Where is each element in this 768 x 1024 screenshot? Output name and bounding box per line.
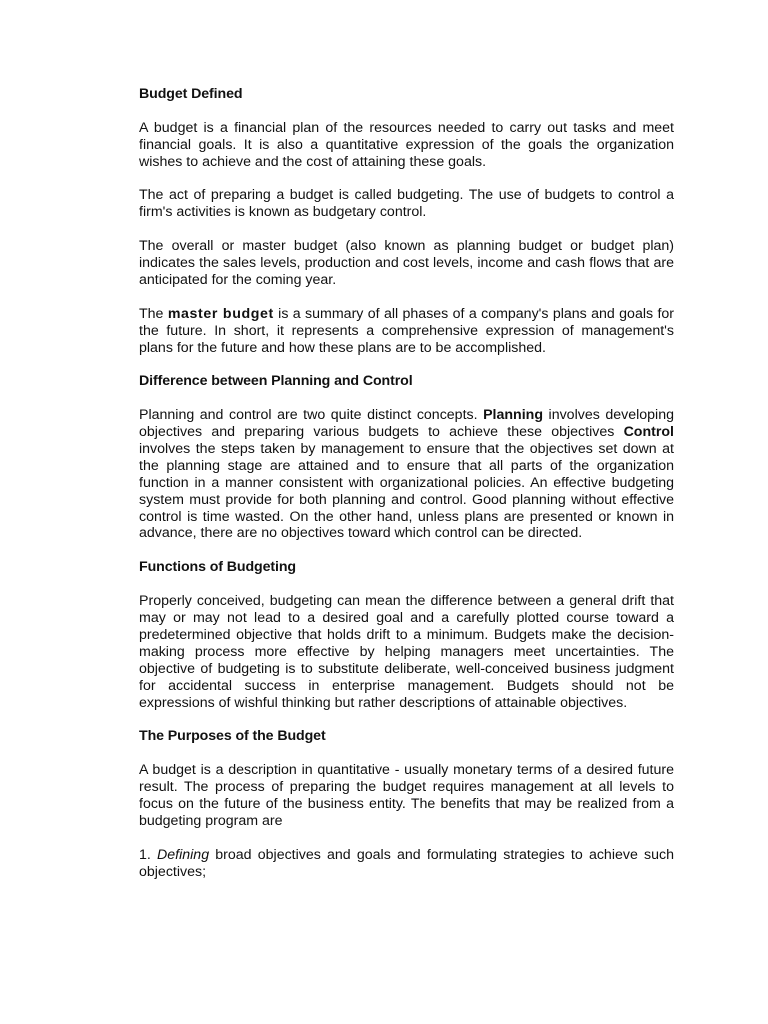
heading-purposes-budget: The Purposes of the Budget [139, 728, 326, 745]
planning-control-mid-text: involves developing objectives and preparing various budgets to achieve these objectives [139, 407, 674, 441]
master-budget-pre-text: The [139, 305, 168, 322]
paragraph-purposes-budget: A budget is a description in quantitative - usually monetary terms of a desired future result. The process of preparing the budget requires management at all levels to focus on the future of the business entity. The benefits that may be realized from a budgeting program are [139, 762, 674, 829]
paragraph-budgeting-act: The act of preparing a budget is called budgeting. The use of budgets to control a firm's activities is known as budgetary control. [139, 187, 674, 221]
list-item-defining [139, 847, 674, 881]
document-page [139, 86, 674, 897]
paragraph-master-budget-overview: The overall or master budget (also known as planning budget or budget plan) indicates the sales levels, production and cost levels, income and cash flows that are anticipated for the coming year. [139, 238, 674, 288]
list-item-number: 1. [139, 846, 158, 863]
paragraph-planning-control [139, 407, 674, 542]
master-budget-term: master budget [167, 305, 274, 322]
heading-budget-defined: Budget Defined [139, 86, 243, 102]
list-item-text: broad objectives and goals and formulating strategies to achieve such objectives; [139, 846, 674, 880]
planning-term: Planning [483, 407, 543, 424]
control-term: Control [623, 424, 674, 441]
planning-control-pre-text: Planning and control are two quite distinct concepts. [139, 407, 484, 424]
heading-functions-budgeting: Functions of Budgeting [139, 559, 296, 576]
master-budget-post-text: is a summary of all phases of a company's plans and goals for the future. In short, it represents a comprehensive expression of management's plans for the future and how these plans are to be accomplished. [139, 305, 675, 356]
paragraph-functions-budgeting: Properly conceived, budgeting can mean the difference between a general drift that may or may not lead to a desired goal and a carefully plotted course toward a predetermined objective that holds drift to a minimum. Budgets make the decision-making process more effective by helping managers meet uncertainties. The objective of budgeting is to substitute deliberate, well-conceived business judgment for accidental success in enterprise management. Budgets should not be expressions of wishful thinking but rather descriptions of attainable objectives. [139, 593, 674, 711]
defining-term: Defining [157, 846, 210, 863]
paragraph-master-budget-summary [139, 306, 674, 357]
heading-planning-control: Difference between Planning and Control [139, 373, 413, 390]
planning-control-post-text: involves the steps taken by management to ensure that the objectives set down at the planning stage are attained and to ensure that all parts of the organization function in a manner consistent with organizational policies. An effective budgeting system must provide for both planning and control. Good planning without effective control is time wasted. On the other hand, unless plans are presented or known in advance, there are no objectives toward which control can be directed. [139, 440, 674, 542]
paragraph-budget-definition: A budget is a financial plan of the resources needed to carry out tasks and meet financial goals. It is also a quantitative expression of the goals the organization wishes to achieve and the cost of attaining these goals. [139, 119, 674, 170]
